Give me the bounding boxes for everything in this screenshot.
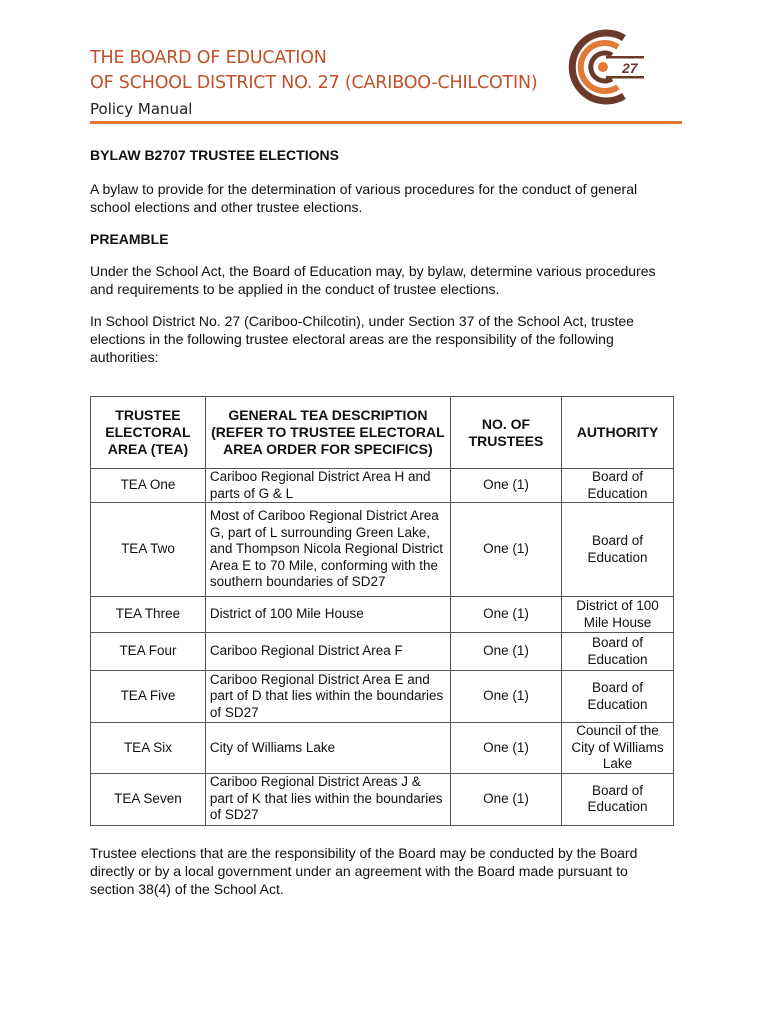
table-row	[91, 503, 674, 597]
cell-trustees: One (1)	[450, 597, 561, 633]
bylaw-title: BYLAW B2707 TRUSTEE ELECTIONS	[90, 147, 339, 163]
cell-trustees: One (1)	[450, 773, 561, 825]
trustee-electoral-areas-table	[90, 396, 674, 826]
cell-tea: TEA Seven	[91, 773, 206, 825]
policy-manual-subtitle: Policy Manual	[90, 100, 193, 118]
cell-authority: Council of the City of Williams Lake	[562, 723, 674, 774]
document-body	[90, 146, 680, 366]
preamble-paragraph-1: Under the School Act, the Board of Education may, by bylaw, determine various procedures and requirements to be applied in the conduct of trustee elections.	[90, 263, 656, 297]
cell-description: Cariboo Regional District Area H and parts of G & L	[205, 469, 450, 503]
header-description: GENERAL TEA DESCRIPTION (REFER TO TRUSTEE ELECTORAL AREA ORDER FOR SPECIFICS)	[205, 397, 450, 469]
cell-tea: TEA Three	[91, 597, 206, 633]
cell-trustees: One (1)	[450, 469, 561, 503]
closing-paragraph: Trustee elections that are the responsibility of the Board may be conducted by the Board directly or by a local government under an agreement with the Board made pursuant to section 38(4) of the School Act.	[90, 845, 638, 897]
cell-authority: District of 100 Mile House	[562, 597, 674, 633]
header-tea: TRUSTEE ELECTORAL AREA (TEA)	[91, 397, 206, 469]
logo-number: 27	[622, 60, 638, 76]
cell-tea: TEA Two	[91, 503, 206, 597]
cell-tea: TEA Six	[91, 723, 206, 774]
board-title-line-2: OF SCHOOL DISTRICT NO. 27 (CARIBOO-CHILCOTIN)	[90, 73, 538, 93]
table-row	[91, 671, 674, 723]
table-row	[91, 597, 674, 633]
school-district-logo-icon	[562, 26, 644, 108]
cell-trustees: One (1)	[450, 671, 561, 723]
cell-tea: TEA One	[91, 469, 206, 503]
cell-description: City of Williams Lake	[205, 723, 450, 774]
cell-authority: Board of Education	[562, 671, 674, 723]
cell-description: District of 100 Mile House	[205, 597, 450, 633]
cell-authority: Board of Education	[562, 773, 674, 825]
board-title-line-1: THE BOARD OF EDUCATION	[90, 48, 327, 68]
header-trustees: NO. OF TRUSTEES	[450, 397, 561, 469]
cell-authority: Board of Education	[562, 503, 674, 597]
table-header-row	[91, 397, 674, 469]
preamble-heading: PREAMBLE	[90, 231, 169, 247]
table-row	[91, 469, 674, 503]
cell-description: Most of Cariboo Regional District Area G, part of L surrounding Green Lake, and Thompson Nicola Regional District Area E to 70 Mile, conforming with the southern boundaries of SD27	[205, 503, 450, 597]
table-row	[91, 773, 674, 825]
cell-description: Cariboo Regional District Area E and part of D that lies within the boundaries of SD27	[205, 671, 450, 723]
cell-trustees: One (1)	[450, 503, 561, 597]
header-authority: AUTHORITY	[562, 397, 674, 469]
cell-tea: TEA Four	[91, 633, 206, 671]
preamble-paragraph-2: In School District No. 27 (Cariboo-Chilcotin), under Section 37 of the School Act, trustee elections in the following trustee electoral areas are the responsibility of the following authorities:	[90, 313, 634, 365]
cell-description: Cariboo Regional District Areas J & part of K that lies within the boundaries of SD27	[205, 773, 450, 825]
cell-description: Cariboo Regional District Area F	[205, 633, 450, 671]
table-row	[91, 633, 674, 671]
cell-tea: TEA Five	[91, 671, 206, 723]
intro-paragraph: A bylaw to provide for the determination of various procedures for the conduct of general school elections and other trustee elections.	[90, 181, 638, 215]
header-rule	[90, 121, 682, 124]
table-row	[91, 723, 674, 774]
cell-trustees: One (1)	[450, 723, 561, 774]
cell-authority: Board of Education	[562, 633, 674, 671]
cell-authority: Board of Education	[562, 469, 674, 503]
cell-trustees: One (1)	[450, 633, 561, 671]
